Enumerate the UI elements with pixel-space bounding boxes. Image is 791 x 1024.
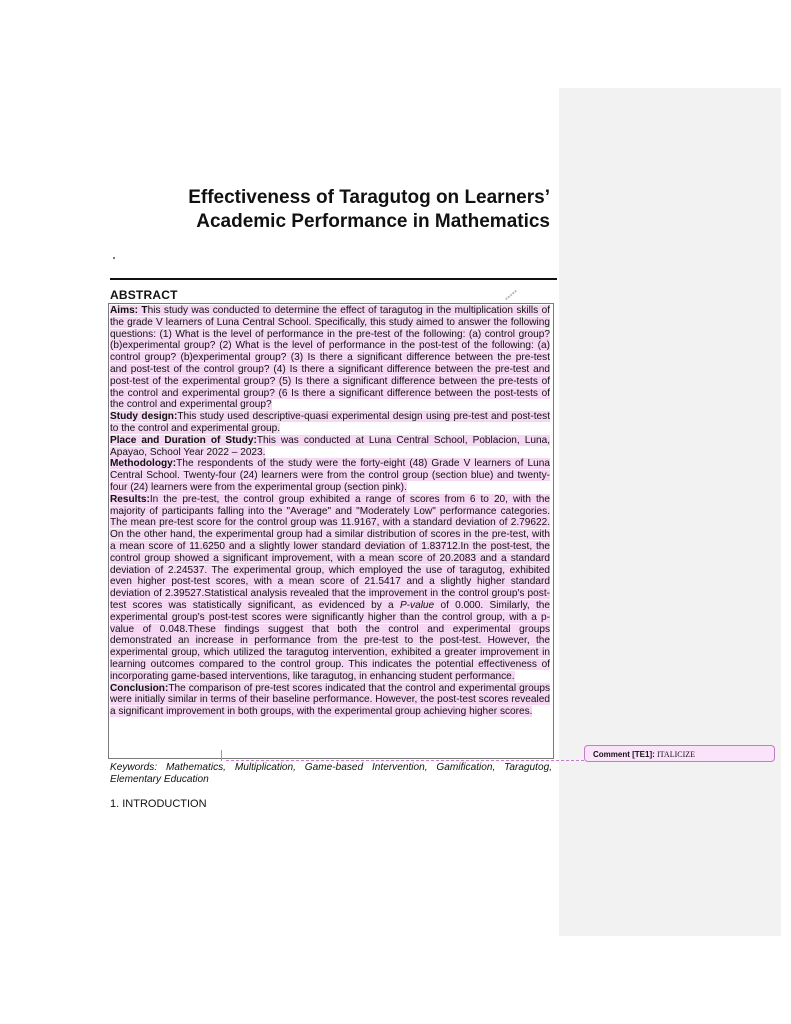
aims-text: his study was conducted to determine the effect of taragutog in the multiplication skills of the grade V learners of Luna Central School. Specifically, this study aimed to answer the following questions: (1) What is the level of performance in the pre-test of the following: (a) control group? (b)experimental group? (2) What is the level of performance in the post-test of the following: (a) control group? (b)experimental group? (3) Is there a significant difference between the pre-test and post-test of the control group? (4) Is there a significant difference between the pre-test and post-test of the experimental group? (5) Is there a significant difference between the pre-tests of the control and experimental group? (6 Is there a significant difference between the post-tests of the control and experimental group?: [110, 305, 551, 411]
abstract-heading: ABSTRACT: [110, 288, 178, 302]
study-design-text: This study used descriptive-quasi experimental design using pre-test and post-test to the control and experimental group.: [110, 411, 550, 434]
conclusion-label: Conclusion:: [110, 682, 169, 694]
methodology-paragraph: [110, 458, 550, 493]
pvalue-italic: P-value: [399, 599, 435, 611]
methodology-label: Methodology:: [110, 458, 177, 470]
aims-label: Aims: T: [110, 305, 148, 316]
title-line-1: Effectiveness of Taragutog on Learners’: [188, 187, 550, 208]
conclusion-text: The comparison of pre-test scores indicated that the control and experimental groups were initially similar in terms of their baseline performance. However, the post-test scores revealed a significant improvement in both groups, with the experimental group achieving higher scores.: [110, 682, 550, 718]
methodology-text: The respondents of the study were the forty-eight (48) Grade V learners of Luna Central School. Twenty-four (24) learners were from the control group (section blue) and twenty-four (24) learners were from the experimental group (section pink).: [110, 458, 550, 493]
comment-balloon[interactable]: [584, 745, 775, 762]
comment-pane: [559, 88, 781, 936]
study-design-label: Study design:: [110, 411, 178, 423]
section-heading-introduction: 1. INTRODUCTION: [110, 798, 207, 810]
edit-mark-icon: [502, 286, 520, 304]
place-label: Place and Duration of Study:: [110, 434, 257, 446]
stray-dot: [113, 257, 115, 259]
place-text: This was conducted at Luna Central School, Poblacion, Luna, Apayao, School Year 2022 – 2023.: [110, 434, 550, 458]
keywords: Keywords: Mathematics, Multiplication, Game-based Intervention, Gamification, Taragutog, Elementary Education: [110, 762, 552, 785]
study-design-paragraph: [110, 411, 550, 435]
paper-title: [150, 186, 550, 234]
results-text-a: In the pre-test, the control group exhibited a range of scores from 6 to 20, with the majority of participants falling into the "Average" and "Moderately Low" performance categories. The mean pre-test score for the control group was 11.9167, with a standard deviation of 2.79622. On the other hand, the experimental group had a similar distribution of scores in the pre-test, with a mean score of 11.6250 and a slightly lower standard deviation of 1.83712.In the post-test, the control group showed a significant improvement, with a mean score of 20.2083 and a standard deviation of 2.24537. The experimental group, which employed the use of taragutog, exhibited even higher post-test scores, with a mean score of 21.5417 and a slightly higher standard deviation of 2.39527.Statistical analysis revealed that the improvement in the control group's post-test scores was statistically significant, as evidenced by a: [110, 493, 550, 611]
conclusion-paragraph: [110, 683, 550, 718]
results-text-b: of 0.000. Similarly, the experimental group's post-test scores were significantly higher than the control group, with a p-value of 0.048.These findings suggest that both the control and experimental groups demonstrated an increase in performance from the pre-test to the post-test. However, the experimental group, which utilized the taragutog intervention, exhibited a greater improvement in learning outcomes compared to the control group. This indicates the potential effectiveness of incorporating game-based interventions, like taragutog, in enhancing student performance.: [110, 599, 550, 682]
aims-paragraph: [110, 305, 550, 411]
place-paragraph: [110, 435, 550, 459]
title-rule: [110, 278, 557, 280]
results-paragraph: [110, 494, 550, 683]
abstract-body[interactable]: [110, 305, 550, 718]
comment-connector: [226, 760, 584, 761]
title-line-2: Academic Performance in Mathematics: [196, 211, 550, 232]
results-label: Results:: [110, 493, 150, 505]
comment-author: Comment [TE1]:: [593, 750, 655, 759]
comment-text: ITALICIZE: [657, 750, 696, 759]
